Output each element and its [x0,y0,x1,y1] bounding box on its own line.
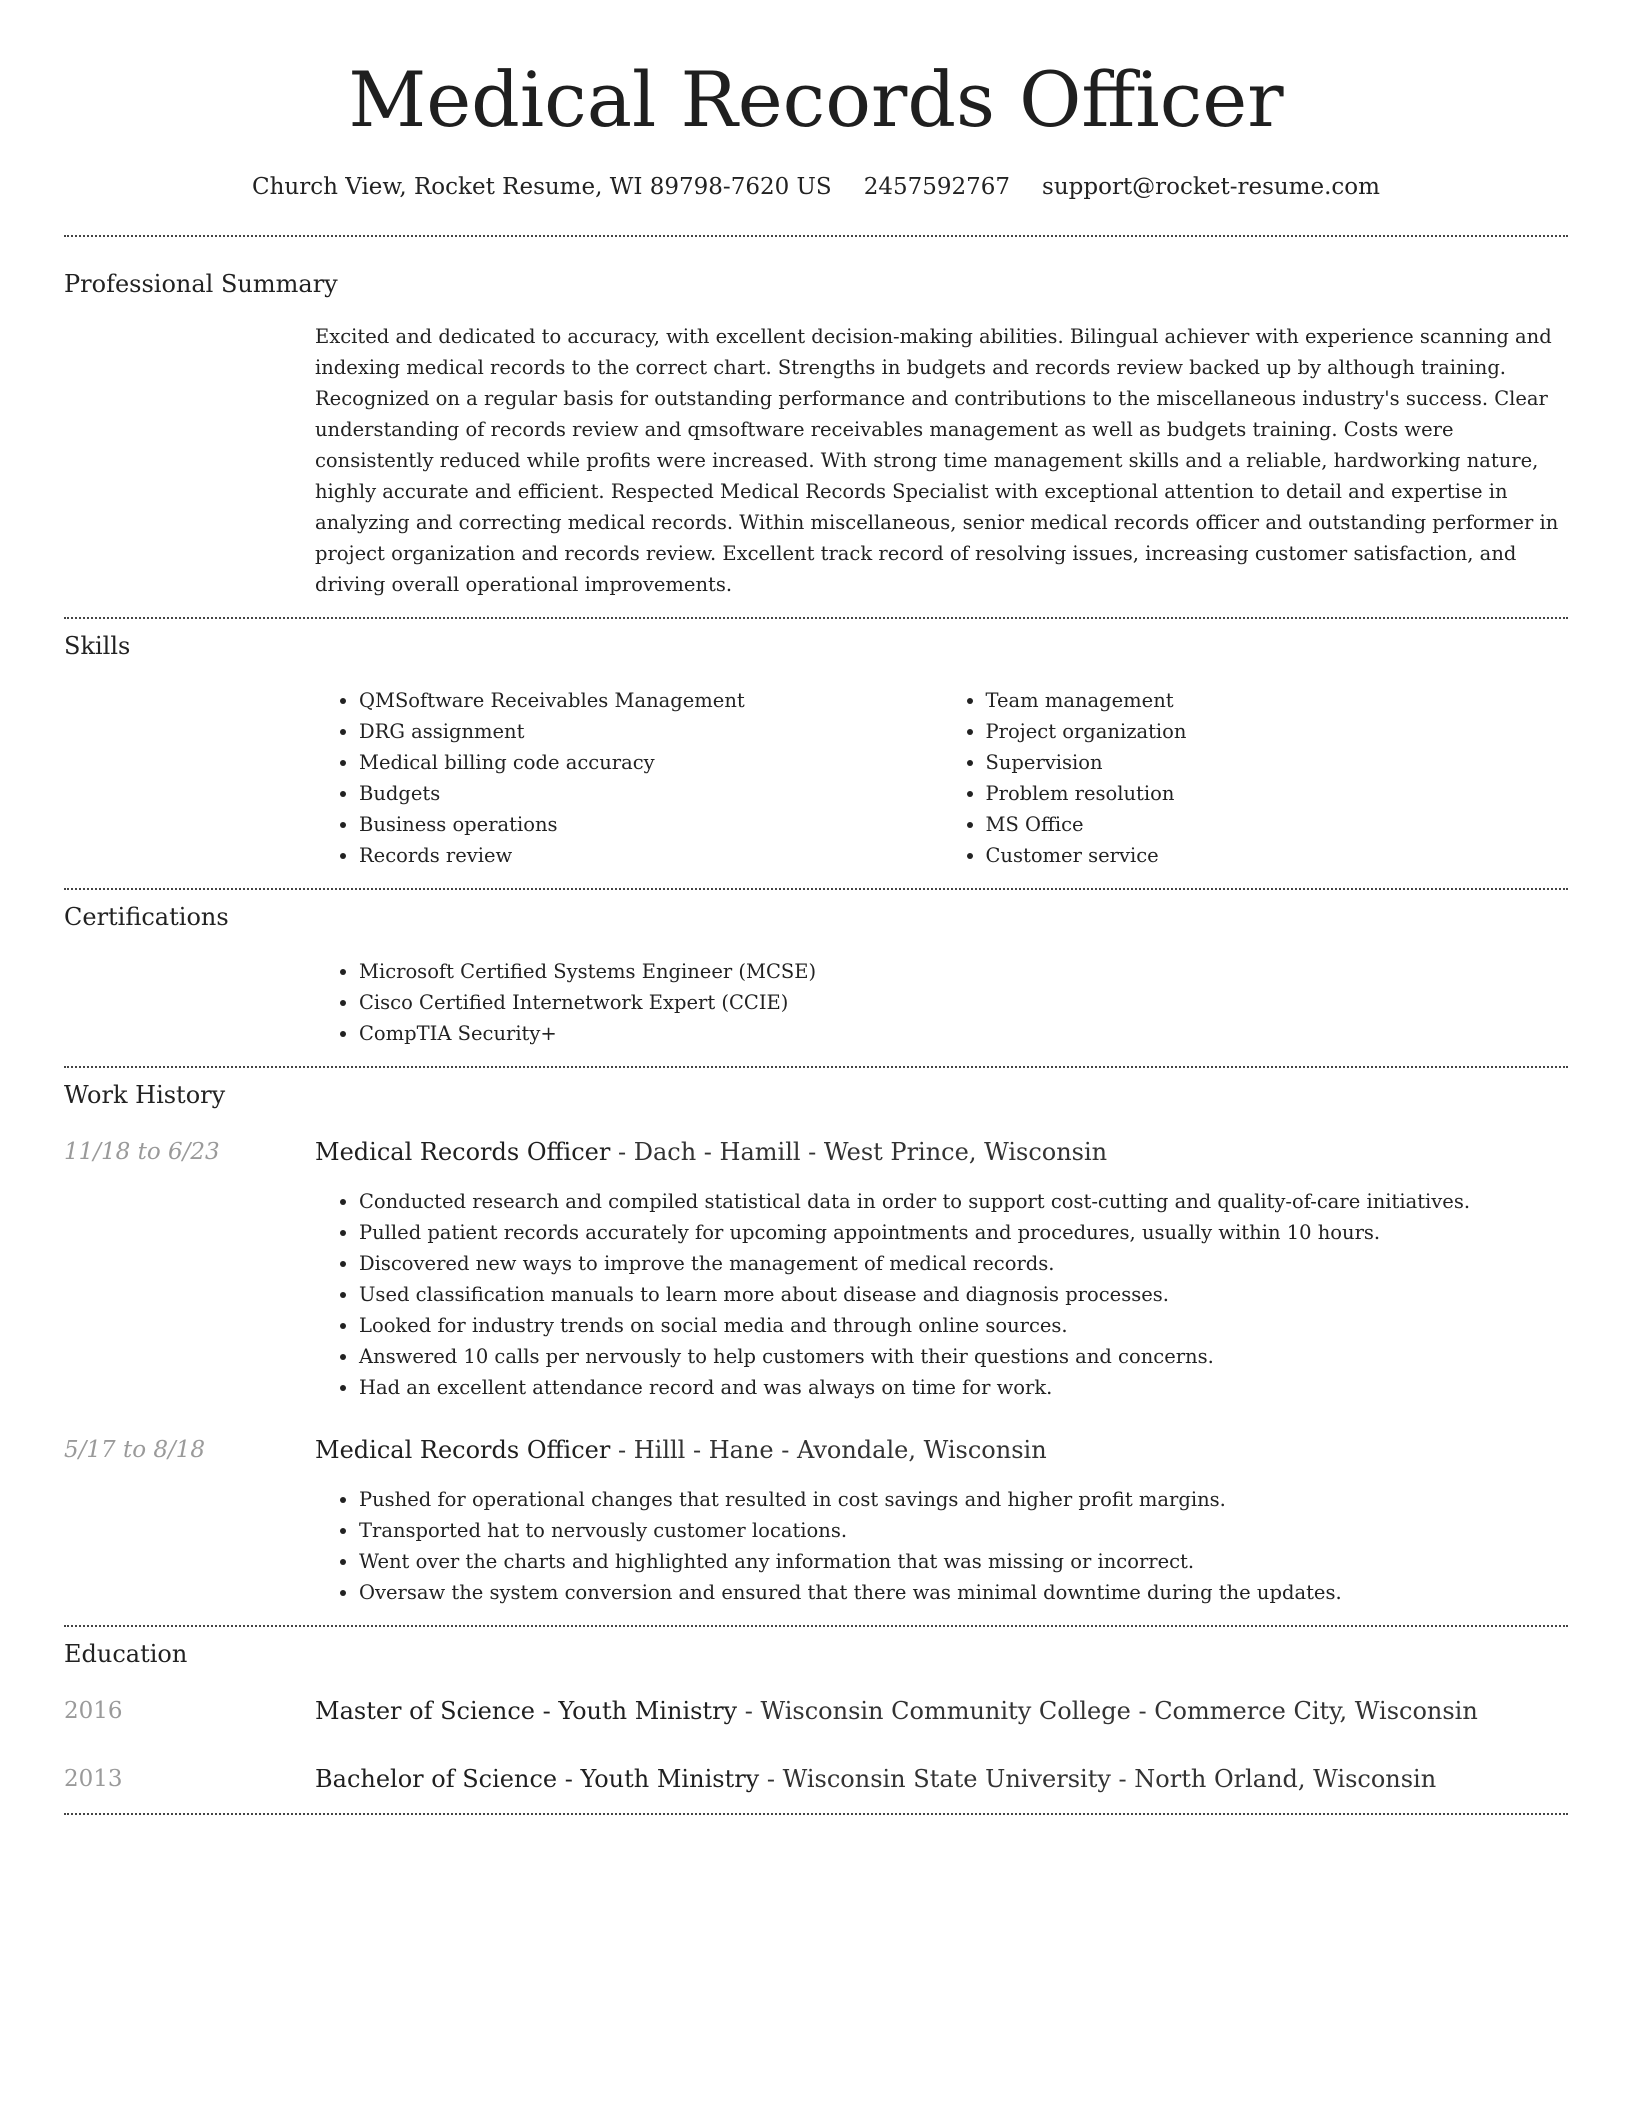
skills-list-left [315,685,942,871]
skill-item: • Customer service [986,840,1569,871]
skill-item: • Project organization [986,716,1569,747]
contact-phone: 2457592767 [863,174,1011,200]
summary-section [64,237,1568,600]
education-details: - Wisconsin State University - North Orland, Wisconsin [759,1765,1437,1793]
education-entry [64,1764,1568,1794]
job-heading [315,1435,1568,1465]
summary-title: Professional Summary [64,270,338,298]
job-role: Medical Records Officer [315,1436,611,1464]
job-bullet: • Looked for industry trends on social media and through online sources. [359,1310,1568,1341]
job-bullet: • Had an excellent attendance record and was always on time for work. [359,1372,1568,1403]
job-bullet: • Went over the charts and highlighted any information that was missing or incorrect. [359,1546,1568,1577]
skill-item: • Budgets [359,778,942,809]
certifications-list [315,956,1568,1049]
education-section [64,1627,1568,1794]
skill-item: • QMSoftware Receivables Management [359,685,942,716]
skill-item: • MS Office [986,809,1569,840]
contact-line [64,172,1568,202]
contact-email: support@rocket-resume.com [1042,174,1380,200]
education-heading [315,1696,1478,1726]
certifications-title: Certifications [64,903,229,931]
certification-item: • Microsoft Certified Systems Engineer (MCSE) [359,956,1568,987]
skill-item: • Business operations [359,809,942,840]
skills-section [64,619,1568,871]
skill-item: • Medical billing code accuracy [359,747,942,778]
job-dates: 5/17 to 8/18 [64,1437,206,1463]
resume-page [64,0,1568,1815]
skill-item: • DRG assignment [359,716,942,747]
resume-name: Medical Records Officer [348,55,1284,144]
education-entry [64,1696,1568,1726]
education-heading [315,1764,1436,1794]
education-year: 2016 [64,1698,123,1724]
job-bullet: • Transported hat to nervously customer locations. [359,1515,1568,1546]
job-bullet: • Conducted research and compiled statistical data in order to support cost-cutting and quality-of-care initiatives. [359,1186,1568,1217]
job-bullet: • Pulled patient records accurately for upcoming appointments and procedures, usually within 10 hours. [359,1217,1568,1248]
job-bullet: • Answered 10 calls per nervously to help customers with their questions and concerns. [359,1341,1568,1372]
job-entry [64,1137,1568,1403]
job-details: - Hilll - Hane - Avondale, Wisconsin [610,1436,1047,1464]
skill-item: • Supervision [986,747,1569,778]
skill-item: • Team management [986,685,1569,716]
job-entry [64,1435,1568,1608]
skill-item: • Records review [359,840,942,871]
work-section [64,1068,1568,1608]
work-title: Work History [64,1081,226,1109]
job-bullet: • Pushed for operational changes that resulted in cost savings and higher profit margins. [359,1484,1568,1515]
education-degree: Master of Science - Youth Ministry [315,1697,738,1725]
job-bullet: • Discovered new ways to improve the management of medical records. [359,1248,1568,1279]
education-year: 2013 [64,1766,123,1792]
certification-item: • Cisco Certified Internetwork Expert (CCIE) [359,987,1568,1018]
job-bullet: • Used classification manuals to learn more about disease and diagnosis processes. [359,1279,1568,1310]
education-title: Education [64,1640,188,1668]
skill-item: • Problem resolution [986,778,1569,809]
job-dates: 11/18 to 6/23 [64,1139,220,1165]
job-bullets [315,1186,1568,1403]
job-bullets [315,1484,1568,1608]
job-heading [315,1137,1568,1167]
job-bullet: • Oversaw the system conversion and ensured that there was minimal downtime during the updates. [359,1577,1568,1608]
contact-address: Church View, Rocket Resume, WI 89798-7620 US [252,174,832,200]
certification-item: • CompTIA Security+ [359,1018,1568,1049]
skills-list-right [942,685,1569,871]
divider [64,1813,1568,1815]
education-details: - Wisconsin Community College - Commerce City, Wisconsin [737,1697,1478,1725]
skills-title: Skills [64,632,131,660]
job-details: - Dach - Hamill - West Prince, Wisconsin [610,1138,1108,1166]
certifications-section [64,890,1568,1049]
job-role: Medical Records Officer [315,1138,611,1166]
summary-text: Excited and dedicated to accuracy, with excellent decision-making abilities. Bilingual achiever with experience scanning and indexing medical records to the correct chart. Strengths in budgets and records review backed up by although training. Recognized on a regular basis for outstanding performance and contributions to the miscellaneous industry's success. Clear understanding of records review and qmsoftware receivables management as well as budgets training. Costs were consistently reduced while profits were increased. With strong time management skills and a reliable, hardworking nature, highly accurate and efficient. Respected Medical Records Specialist with exceptional attention to detail and expertise in analyzing and correcting medical records. Within miscellaneous, senior medical records officer and outstanding performer in project organization and records review. Excellent track record of resolving issues, increasing customer satisfaction, and driving overall operational improvements. [315,325,1559,596]
education-degree: Bachelor of Science - Youth Ministry [315,1765,760,1793]
